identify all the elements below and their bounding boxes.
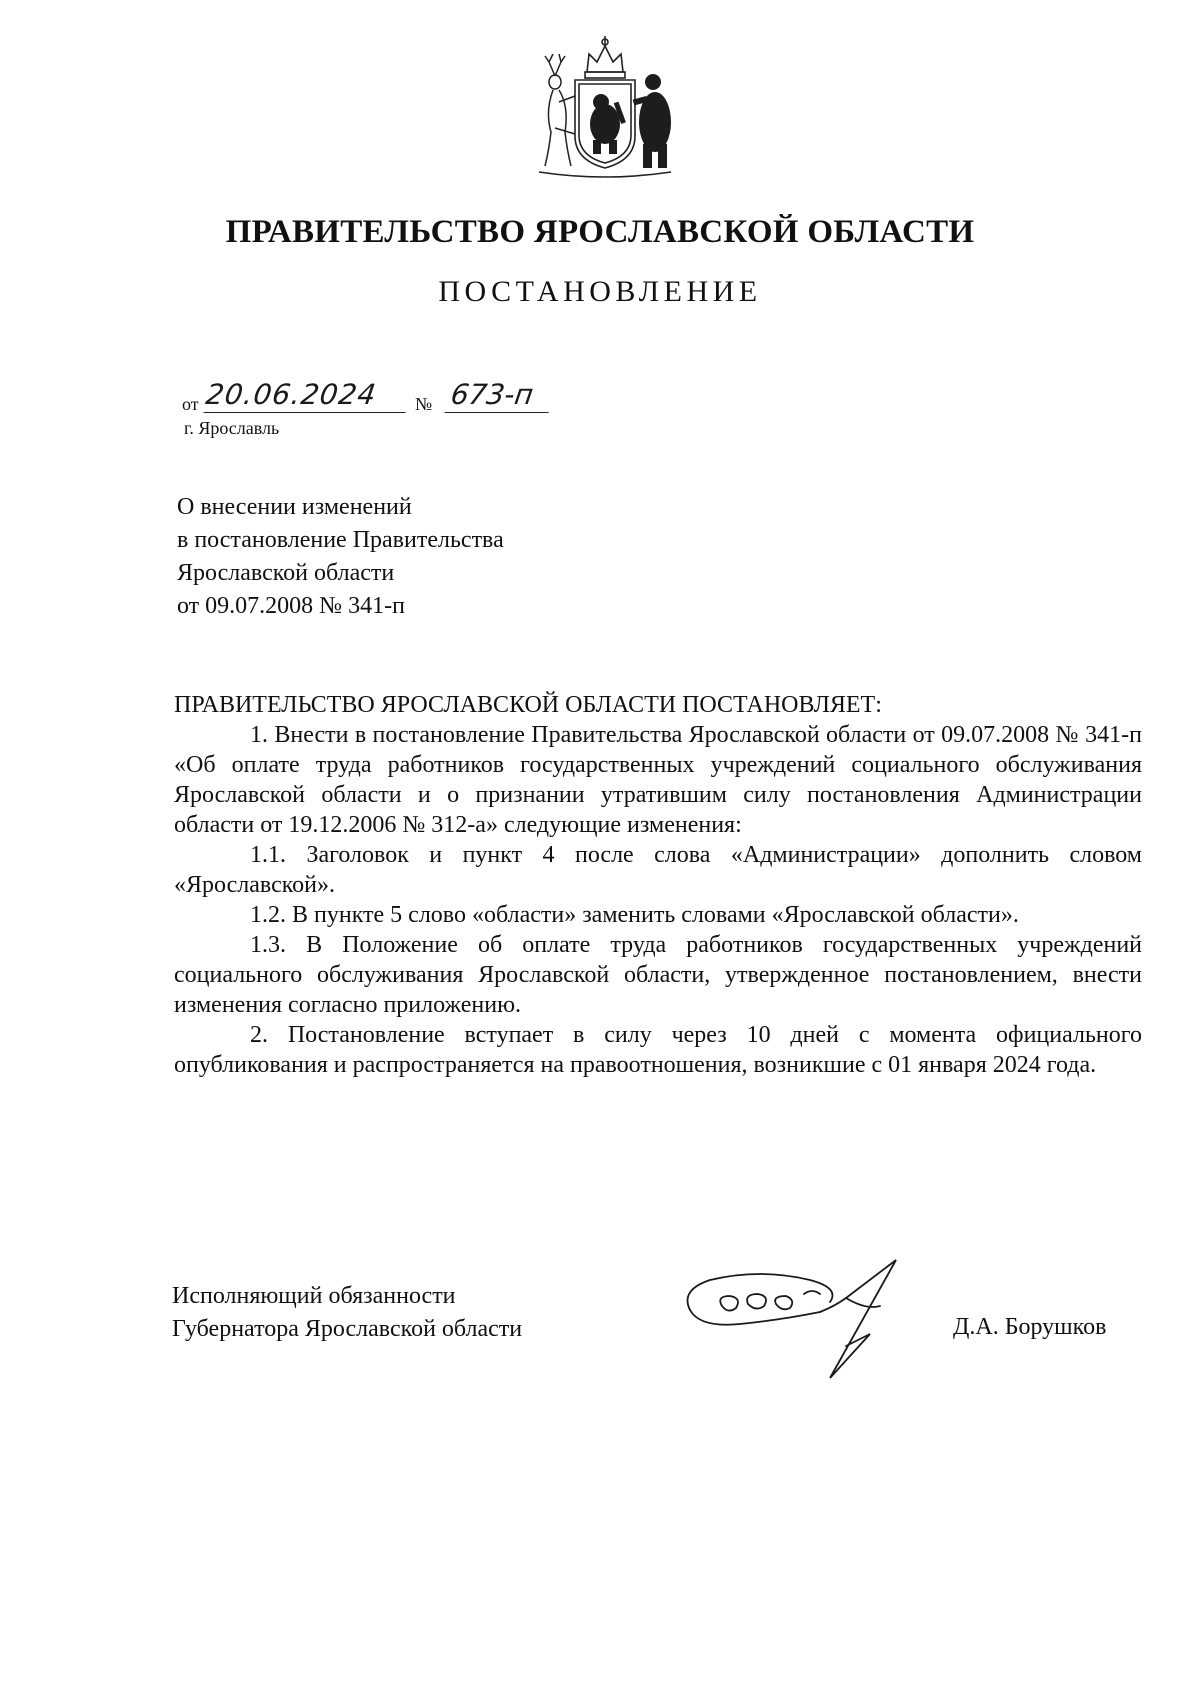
paragraph-1-3: 1.3. В Положение об оплате труда работников государственных учреждений социального обслуживания Ярославской области, утвержденное постановлением, внести изменения согласно приложению. [174, 932, 1142, 1018]
paragraph-1: 1. Внести в постановление Правительства Ярославской области от 09.07.2008 № 341-п «Об оплате труда работников государственных учреждений социального обслуживания Ярославской области и о признании утратившим силу постановления Администрации области от 19.12.2006 № 312-а» следующие изменения: [174, 722, 1142, 838]
city-label: г. Ярославль [184, 418, 280, 438]
document-type-title: ПОСТАНОВЛЕНИЕ [438, 275, 762, 308]
subject-line: в постановление Правительства [177, 527, 504, 553]
paragraph-1-1: 1.1. Заголовок и пункт 4 после слова «Администрации» дополнить словом «Ярославской». [174, 842, 1142, 898]
date-label: от [182, 394, 199, 414]
signer-position [172, 1280, 522, 1346]
document-date: 20.06.2024 [204, 378, 411, 413]
subject-line: от 09.07.2008 № 341-п [177, 593, 405, 619]
registration-line [182, 378, 782, 418]
signer-name: Д.А. Борушков [953, 1314, 1107, 1340]
position-line: Исполняющий обязанности [172, 1283, 456, 1309]
organization-title: ПРАВИТЕЛЬСТВО ЯРОСЛАВСКОЙ ОБЛАСТИ [225, 214, 975, 250]
subject-line: О внесении изменений [177, 494, 412, 520]
coat-of-arms-icon [525, 32, 685, 180]
document-body [174, 690, 1142, 1080]
paragraph-2: 2. Постановление вступает в силу через 10 дней с момента официального опубликования и распространяется на правоотношения, возникшие с 01 января 2024 года. [174, 1022, 1142, 1078]
preamble: ПРАВИТЕЛЬСТВО ЯРОСЛАВСКОЙ ОБЛАСТИ ПОСТАНОВЛЯЕТ: [174, 692, 882, 718]
document-subject [177, 491, 737, 623]
subject-line: Ярославской области [177, 560, 395, 586]
number-label: № [415, 394, 433, 414]
handwritten-signature [670, 1250, 930, 1390]
document-number: 673-п [445, 378, 554, 413]
paragraph-1-2: 1.2. В пункте 5 слово «области» заменить словами «Ярославской области». [250, 902, 1019, 928]
position-line: Губернатора Ярославской области [172, 1316, 523, 1342]
